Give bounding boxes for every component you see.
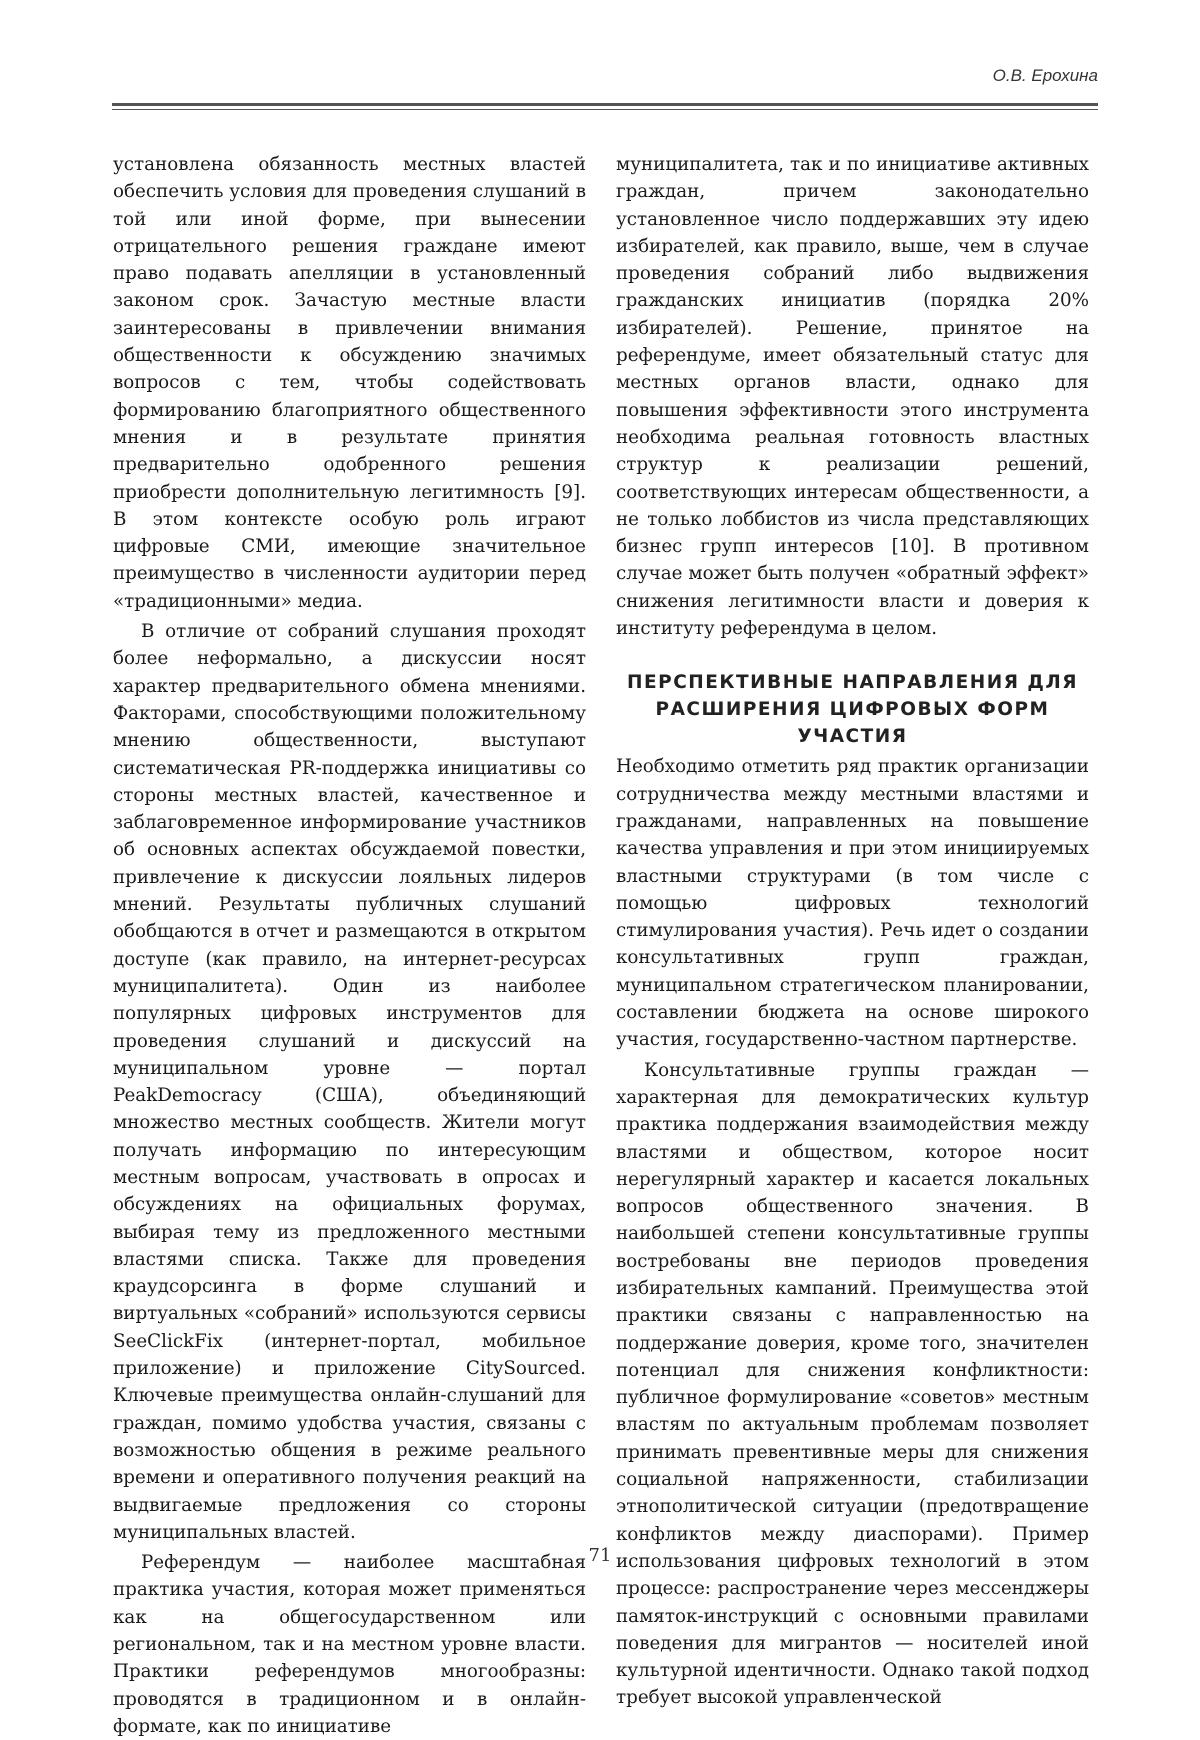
page-number: 71 — [588, 1545, 612, 1566]
paragraph: установлена обязанность местных властей обеспечить условия для проведения слушаний в той или иной форме, при вынесении отрицательного решения граждане имеют право подавать апелляции в установленный законом срок. Зачастую местные власти заинтересованы в привлечении внимания общественности к обсуждению значимых вопросов с тем, чтобы содействовать формированию благоприятного общественного мнения и в результате принятия предварительно одобренного решения приобрести дополнительную легитимность [9]. В этом контексте особую роль играют цифровые СМИ, имеющие значительное преимущество в численности аудитории перед «традиционными» медиа. — [113, 154, 586, 612]
right-column — [616, 151, 1089, 1712]
header-rule-thick — [112, 103, 1098, 106]
paragraph: Необходимо отметить ряд практик организации сотрудничества между местными властями и гражданами, направленных на повышение качества управления и при этом инициируемых властными структурами (в том числе с помощью цифровых технологий стимулирования участия). Речь идет о создании консультативных групп граждан, муниципальном стратегическом планировании, составлении бюджета на основе широкого участия, государственно-частном партнерстве. — [616, 756, 1089, 1051]
left-column — [113, 151, 586, 1740]
paragraph: В отличие от собраний слушания проходят более неформально, а дискуссии носят характер предварительного обмена мнениями. Факторами, способствующими положительному мнению общественности, выступают систематическая PR-поддержка инициативы со стороны местных властей, качественное и заблаговременное информирование участников об основных аспектах обсуждаемой повестки, привлечение к дискуссии лояльных лидеров мнений. Результаты публичных слушаний обобщаются в отчет и размещаются в открытом доступе (как правило, на интернет-ресурсах муниципалитета). Один из наиболее популярных цифровых инструментов для проведения слушаний и дискуссий на муниципальном уровне — портал PeakDemocracy (США), объединяющий множество местных сообществ. Жители могут получать информацию по интересующим местным вопросам, участвовать в опросах и обсуждениях на официальных форумах, выбирая тему из предложенного местными властями списка. Также для проведения краудсорсинга в форме слушаний и виртуальных «собраний» используются сервисы SeeClickFix (интернет-портал, мобильное приложение) и приложение CitySourced. Ключевые преимущества онлайн-слушаний для граждан, помимо удобства участия, связаны с возможностью общения в режиме реального времени и оперативного получения реакций на выдвигаемые предложения со стороны муниципальных властей. — [113, 621, 586, 1543]
paragraph: Консультативные группы граждан — характерная для демократических культур практика поддержания взаимодействия между властями и обществом, которое носит нерегулярный характер и касается локальных вопросов общественного значения. В наибольшей степени консультативные группы востребованы вне периодов проведения избирательных кампаний. Преимущества этой практики связаны с направленностью на поддержание доверия, кроме того, значителен потенциал для снижения конфликтности: публичное формулирование «советов» местным властям по актуальным проблемам позволяет принимать превентивные меры для снижения социальной напряженности, стабилизации этнополитической ситуации (предотвращение конфликтов между диаспорами). Пример использования цифровых технологий в этом процессе: распространение через мессенджеры памяток-инструкций с основными правилами поведения для мигрантов — носителей иной культурной идентичности. Однако такой подход требует высокой управленческой — [616, 1059, 1089, 1709]
paragraph: Референдум — наиболее масштабная практика участия, которая может применяться как на общегосударственном или региональном, так и на местном уровне власти. Практики референдумов многообразны: проводятся в традиционном и в онлайн-формате, как по инициативе — [113, 1552, 586, 1737]
running-head-author: О.В. Ерохина — [992, 66, 1098, 85]
header-rule-thin — [112, 109, 1098, 110]
paragraph: муниципалитета, так и по инициативе активных граждан, причем законодательно установленное число поддержавших эту идею избирателей, как правило, выше, чем в случае проведения собраний либо выдвижения гражданских инициатив (порядка 20% избирателей). Решение, принятое на референдуме, имеет обязательный статус для местных органов власти, однако для повышения эффективности этого инструмента необходима реальная готовность властных структур к реализации решений, соответствующих интересам общественности, а не только лоббистов из числа представляющих бизнес групп интересов [10]. В противном случае может быть получен «обратный эффект» снижения легитимности власти и доверия к институту референдума в целом. — [616, 154, 1089, 640]
section-heading: ПЕРСПЕКТИВНЫЕ НАПРАВЛЕНИЯ ДЛЯ РАСШИРЕНИЯ ЦИФРОВЫХ ФОРМ УЧАСТИЯ — [627, 672, 1078, 748]
